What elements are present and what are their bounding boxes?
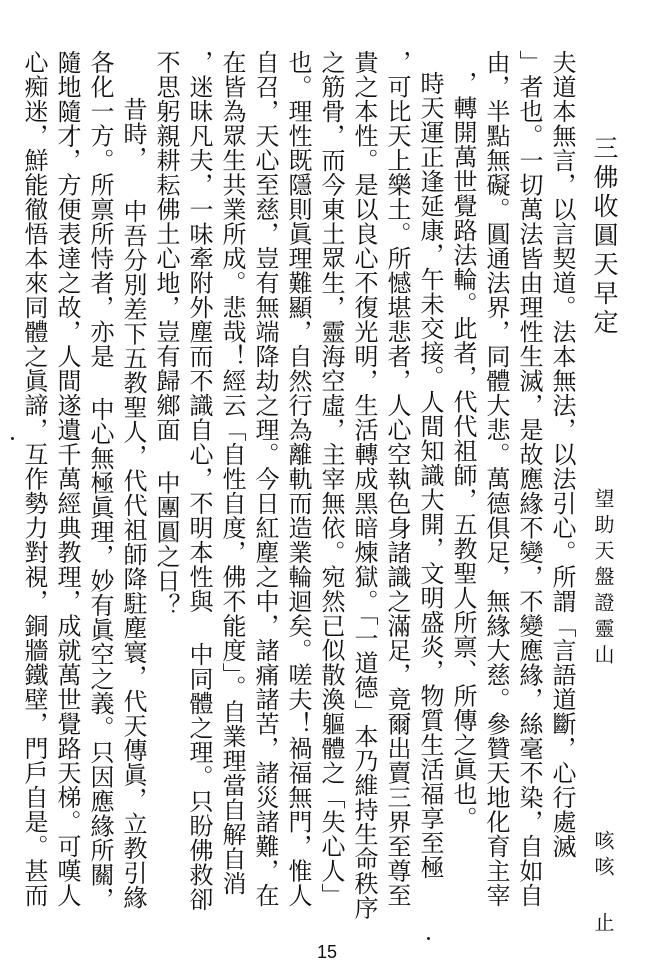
text-column: 昔時， 中吾分別差下五教聖人，代代祖師降駐塵寰，代天傳眞，立教引緣	[119, 97, 147, 910]
text-column: 也。理性既隱則眞理難顯，自然行為離軌而造業輪迴矣。嗟夫！禍福無門，惟人	[284, 50, 312, 908]
text-column: 心痴迷，鮮能徹悟本來同體之眞諦，互作勢力對視，銅牆鐵壁，門戶自是。甚而	[20, 50, 48, 908]
text-column: 自召，天心至慈，豈有無端降劫之理。今日紅塵之中，諸痛諸苦，諸災諸難，在	[251, 50, 279, 908]
text-column: 隨地隨才，方便表達之故，人間遂遺千萬經典教理，成就萬世覺路天梯。可嘆人	[53, 50, 81, 908]
text-column: 時天運正逢延康，午未交接。人間知識大開，文明盛炎，物質生活福享至極	[416, 71, 444, 880]
text-column: 之筋骨，而今東土眾生，靈海空虛，主宰無依。宛然已似散渙軀體之「失心人」	[317, 50, 345, 908]
speck	[427, 937, 430, 940]
text-column: 」者也。一切萬法皆由理性生滅，是故應緣不變，不變應緣，絲毫不染，自如自	[515, 50, 543, 908]
text-column: ，迷昧凡夫，一味牽附外塵而不識自心，不明本性與 中同體之理。只盼佛救卻	[185, 50, 213, 912]
speck	[11, 437, 14, 440]
subtitle: 望助天盤證靈山	[591, 488, 615, 670]
text-column: ，轉開萬世覺路法輪。此者，代代祖師，五教聖人所禀、所傳之眞也。	[449, 71, 477, 831]
text-column: 不思躬親耕耘佛土心地，豈有歸鄉面 中團圓之日？	[152, 50, 180, 618]
title: 三佛收圓天早定	[590, 135, 619, 338]
signature: 咳咳 止	[591, 830, 615, 938]
text-column: 在皆為眾生共業所成。悲哉！經云「自性自度，佛不能度」。自業理當自解自消	[218, 50, 246, 896]
text-column: 由，半點無礙。圓通法界，同體大悲。萬德俱足，無緣大慈。參贊天地化育主宰	[482, 50, 510, 908]
text-column: 夫道本無言，以言契道。法本無法，以法引心。所謂「言語道斷，心行處滅	[548, 50, 576, 859]
text-column: 各化一方。所禀所恃者，亦是 中心無極眞理，妙有眞空之義。只因應緣所關，	[86, 50, 114, 912]
text-column: 貴之本性。是以良心不復光明，生活轉成黑暗煉獄。「一道德」本乃維持生命秩序	[350, 50, 378, 920]
page-number: 15	[316, 942, 338, 962]
text-column: ，可比天上樂土。所憾堪悲者，人心空執色身諸識之滿足，竟爾出賣三界至尊至	[383, 50, 411, 908]
